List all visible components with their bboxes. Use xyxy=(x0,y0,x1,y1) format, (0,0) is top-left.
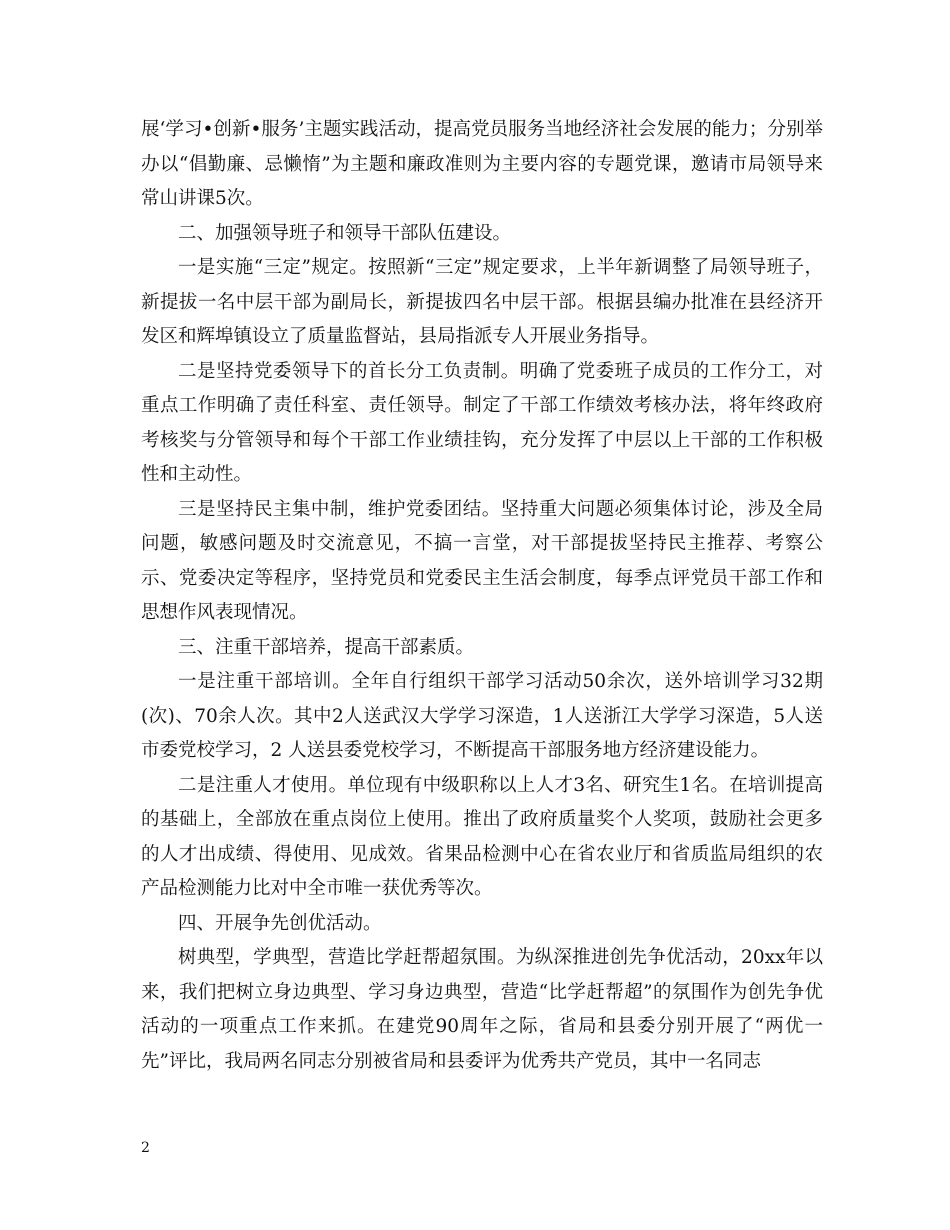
paragraph: 二是注重人才使用。单位现有中级职称以上人才3名、研究生1名。在培训提高的基础上，全部放在重点岗位上使用。推出了政府质量奖个人奖项，鼓励社会更多的人才出成绩、得使用、见成效。省果品检测中心在省农业厅和省质监局组织的农产品检测能力比对中全市唯一获优秀等次。 xyxy=(141,774,823,899)
section-heading: 四、开展争先创优活动。 xyxy=(178,912,382,934)
paragraph: 树典型，学典型，营造比学赶帮超氛围。为纵深推进创先争优活动，20xx年以来，我们把树立身边典型、学习身边典型，营造“比学赶帮超”的氛围作为创先争优活动的一项重点工作来抓。在建党90周年之际，省局和县委分别开展了“两优一先”评比，我局两名同志分别被省局和县委评为优秀共产党员，其中一名同志 xyxy=(141,947,823,1072)
paragraph: 一是注重干部培训。全年自行组织干部学习活动50余次，送外培训学习32期(次)、70余人次。其中2人送武汉大学学习深造，1人送浙江大学学习深造，5人送市委党校学习，2 人送县委党校学习，不断提高干部服务地方经济建设能力。 xyxy=(141,671,823,761)
section-heading: 二、加强领导班子和领导干部队伍建设。 xyxy=(178,222,512,244)
paragraph: 展‘学习•创新•服务’主题实践活动，提高党员服务当地经济社会发展的能力；分别举办以“倡勤廉、忌懒惰”为主题和廉政准则为主要内容的专题党课，邀请市局领导来常山讲课5次。 xyxy=(141,119,823,209)
section-heading: 三、注重干部培养，提高干部素质。 xyxy=(178,636,475,658)
page-number: 2 xyxy=(141,1140,150,1156)
paragraph: 三是坚持民主集中制，维护党委团结。坚持重大问题必须集体讨论，涉及全局问题，敏感问题及时交流意见，不搞一言堂，对干部提拔坚持民主推荐、考察公示、党委决定等程序，坚持党员和党委民主生活会制度，每季点评党员干部工作和思想作风表现情况。 xyxy=(141,498,823,623)
paragraph: 一是实施“三定”规定。按照新“三定”规定要求，上半年新调整了局领导班子，新提拔一名中层干部为副局长，新提拔四名中层干部。根据县编办批准在县经济开发区和辉埠镇设立了质量监督站，县局指派专人开展业务指导。 xyxy=(141,257,823,347)
paragraph: 二是坚持党委领导下的首长分工负责制。明确了党委班子成员的工作分工，对重点工作明确了责任科室、责任领导。制定了干部工作绩效考核办法，将年终政府考核奖与分管领导和每个干部工作业绩挂钩，充分发挥了中层以上干部的工作积极性和主动性。 xyxy=(141,360,823,485)
document-body xyxy=(141,113,823,1079)
